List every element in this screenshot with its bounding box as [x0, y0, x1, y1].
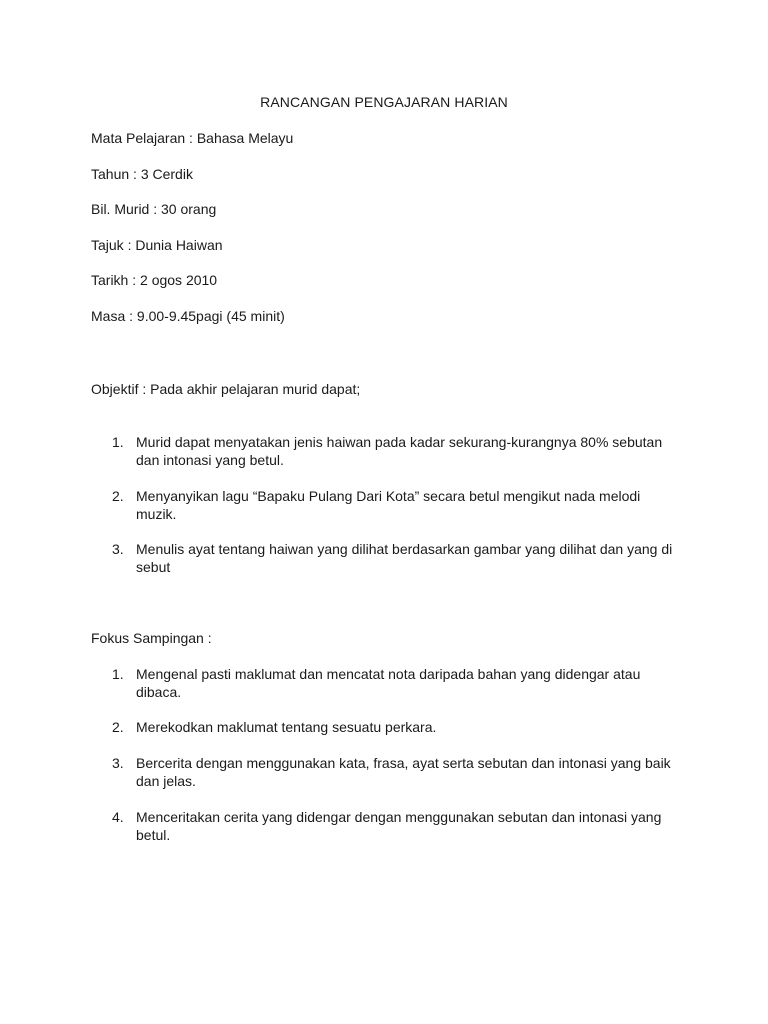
list-item-text: Menulis ayat tentang haiwan yang dilihat berdasarkan gambar yang dilihat dan yang di sebut	[136, 541, 673, 575]
list-item-text: Murid dapat menyatakan jenis haiwan pada kadar sekurang-kurangnya 80% sebutan dan intonasi yang betul.	[136, 434, 663, 468]
list-item-text: Menceritakan cerita yang didengar dengan menggunakan sebutan dan intonasi yang betul.	[136, 809, 662, 843]
document-title: RANCANGAN PENGAJARAN HARIAN	[260, 94, 508, 110]
field-masa: Masa : 9.00-9.45pagi (45 minit)	[91, 308, 285, 324]
field-tarikh: Tarikh : 2 ogos 2010	[91, 272, 218, 288]
field-mata-pelajaran: Mata Pelajaran : Bahasa Melayu	[91, 130, 294, 146]
field-bil-murid: Bil. Murid : 30 orang	[91, 201, 217, 217]
list-item-text: Menyanyikan lagu “Bapaku Pulang Dari Kota” secara betul mengikut nada melodi muzik.	[136, 488, 641, 522]
list-item-text: Mengenal pasti maklumat dan mencatat nota daripada bahan yang didengar atau dibaca.	[136, 666, 641, 700]
list-item-number: 4.	[112, 809, 124, 825]
field-tajuk: Tajuk : Dunia Haiwan	[91, 237, 223, 253]
list-item-text: Bercerita dengan menggunakan kata, frasa, ayat serta sebutan dan intonasi yang baik dan jelas.	[136, 755, 671, 789]
list-item-number: 3.	[112, 755, 124, 771]
list-item-number: 3.	[112, 541, 124, 557]
list-item-number: 1.	[112, 666, 124, 682]
list-item-number: 1.	[112, 434, 124, 450]
objektif-heading: Objektif : Pada akhir pelajaran murid dapat;	[91, 381, 361, 397]
fokus-heading: Fokus Sampingan :	[91, 630, 212, 646]
list-item-text: Merekodkan maklumat tentang sesuatu perkara.	[136, 719, 437, 735]
field-tahun: Tahun : 3 Cerdik	[91, 166, 193, 182]
list-item-number: 2.	[112, 719, 124, 735]
list-item-number: 2.	[112, 488, 124, 504]
